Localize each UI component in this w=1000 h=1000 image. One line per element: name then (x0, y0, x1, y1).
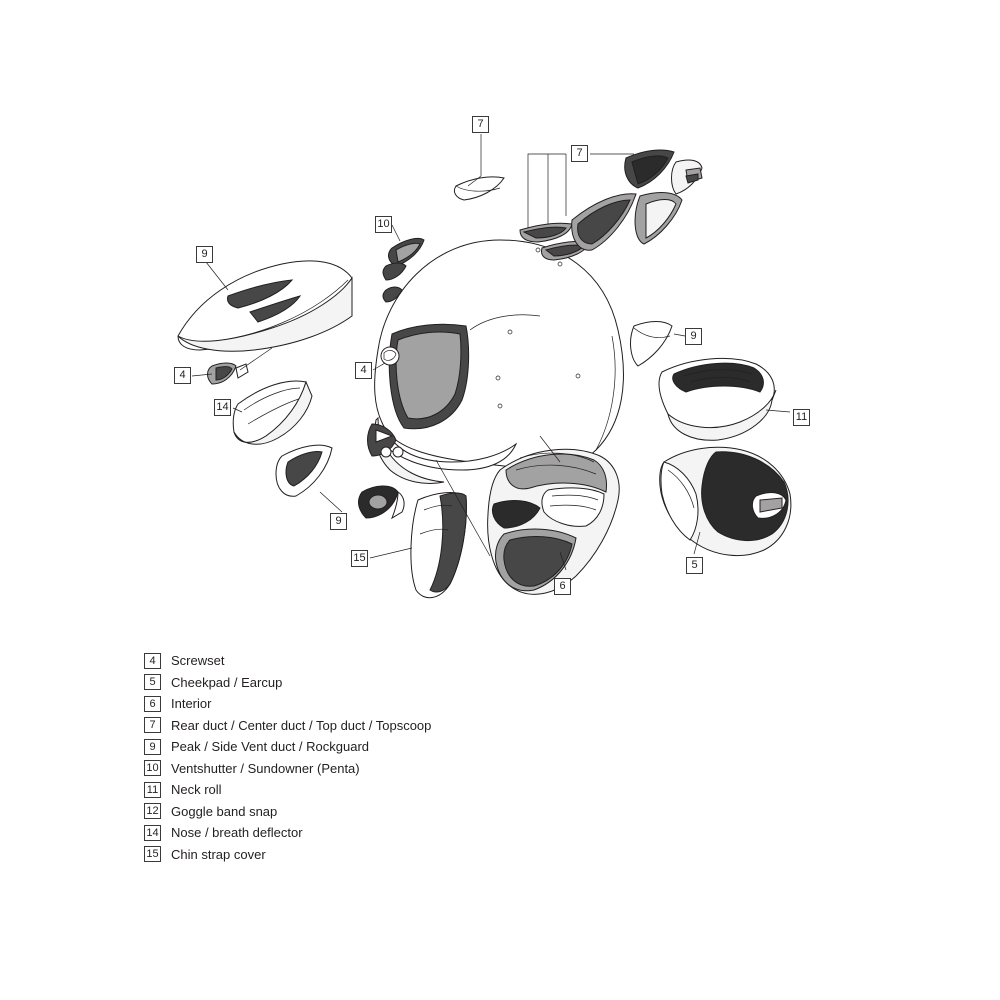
callout-10: 10 (375, 216, 392, 233)
legend-label: Rear duct / Center duct / Top duct / Topscoop (171, 717, 432, 733)
legend-item (144, 758, 644, 780)
legend-label: Goggle band snap (171, 803, 278, 819)
legend-label: Cheekpad / Earcup (171, 674, 283, 690)
legend-item (144, 672, 644, 694)
callout-6: 6 (554, 578, 571, 595)
legend-number: 11 (144, 782, 161, 798)
legend-item (144, 693, 644, 715)
callout-7-right: 7 (571, 145, 588, 162)
legend-number: 15 (144, 846, 161, 862)
callout-4-left: 4 (174, 367, 191, 384)
callout-15: 15 (351, 550, 368, 567)
legend (144, 650, 644, 865)
legend-number: 14 (144, 825, 161, 841)
callout-14: 14 (214, 399, 231, 416)
legend-number: 5 (144, 674, 161, 690)
legend-label: Neck roll (171, 782, 222, 798)
callout-5: 5 (686, 557, 703, 574)
legend-number: 9 (144, 739, 161, 755)
legend-item (144, 844, 644, 866)
callout-4-right: 4 (355, 362, 372, 379)
legend-number: 12 (144, 803, 161, 819)
legend-item (144, 736, 644, 758)
legend-item (144, 779, 644, 801)
legend-item (144, 715, 644, 737)
legend-label: Chin strap cover (171, 846, 266, 862)
legend-label: Interior (171, 696, 212, 712)
legend-item (144, 650, 644, 672)
legend-label: Ventshutter / Sundowner (Penta) (171, 760, 360, 776)
callout-9-peak: 9 (196, 246, 213, 263)
callout-9-rockguard: 9 (685, 328, 702, 345)
legend-number: 6 (144, 696, 161, 712)
legend-label: Screwset (171, 653, 225, 669)
legend-label: Nose / breath deflector (171, 825, 303, 841)
legend-item (144, 801, 644, 823)
legend-item (144, 822, 644, 844)
legend-number: 10 (144, 760, 161, 776)
callout-9-sidevent: 9 (330, 513, 347, 530)
legend-label: Peak / Side Vent duct / Rockguard (171, 739, 370, 755)
legend-number: 7 (144, 717, 161, 733)
legend-number: 4 (144, 653, 161, 669)
callout-7-top: 7 (472, 116, 489, 133)
callout-11: 11 (793, 409, 810, 426)
